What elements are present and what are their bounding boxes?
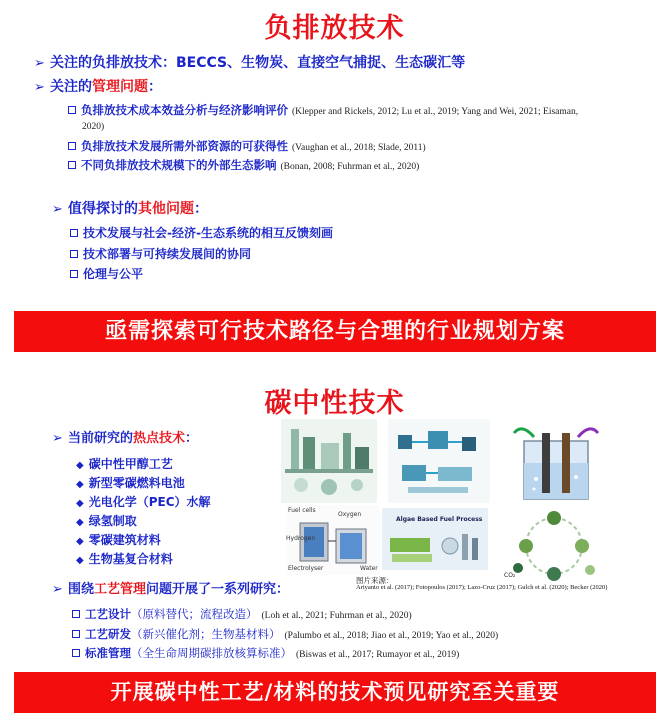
- tech-item-text: 光电化学（PEC）水解: [88, 495, 211, 509]
- checkbox-bullet-icon: [72, 630, 80, 638]
- checkbox-bullet-icon: [70, 229, 78, 237]
- mgmt-item-text: 负排放技术成本效益分析与经济影响评价: [81, 103, 288, 117]
- arrow-bullet-icon: ➢: [52, 431, 63, 446]
- fuel-cells-label: Fuel cells: [288, 507, 316, 514]
- checkbox-bullet-icon: [72, 649, 80, 657]
- checkbox-bullet-icon: [72, 610, 80, 618]
- techs-prefix: 关注的负排放技术：: [50, 55, 176, 71]
- checkbox-bullet-icon: [68, 142, 76, 150]
- checkbox-bullet-icon: [70, 250, 78, 258]
- other-issues-heading: [52, 198, 208, 218]
- tech-item-text: 新型零碳燃料电池: [88, 476, 185, 490]
- process-highlight: 工艺管理: [94, 582, 147, 597]
- water-label: Water: [360, 565, 378, 572]
- mgmt-prefix: 关注的: [50, 79, 92, 95]
- methanol-plant-illustration: [281, 419, 377, 503]
- diamond-bullet-icon: ◆: [76, 460, 84, 471]
- other-item: [70, 245, 251, 262]
- hot-suffix: ：: [185, 431, 199, 446]
- research-item: [72, 606, 412, 622]
- process-suffix: 问题开展了一系列研究：: [146, 582, 290, 597]
- biocomposite-cycle-illustration: [498, 506, 610, 586]
- citation: (Biswas et al., 2017; Rumayor et al., 2019): [296, 650, 460, 660]
- hot-highlight: 热点技术: [133, 431, 186, 446]
- citation: (Bonan, 2008; Fuhrman et al., 2020): [280, 162, 420, 172]
- mgmt-item-cont: [82, 118, 104, 132]
- process-prefix: 围绕: [68, 582, 95, 597]
- section2-banner: 开展碳中性工艺/材料的技术预见研究至关重要: [14, 672, 656, 713]
- algae-title-label: Algae Based Fuel Process: [396, 516, 483, 523]
- other-item-text: 技术发展与社会-经济-生态系统的相互反馈刻画: [83, 226, 333, 240]
- research-item-paren: （新兴催化剂；生物基材料）: [131, 627, 281, 641]
- diamond-bullet-icon: ◆: [76, 498, 84, 509]
- pec-cell-illustration: [504, 419, 608, 503]
- hot-techs-heading: [52, 427, 198, 446]
- citation: (Vaughan et al., 2018; Slade, 2011): [292, 143, 426, 153]
- section1-title: 负排放技术: [264, 13, 405, 44]
- fuel-cell-system-illustration: [388, 419, 490, 503]
- citation: (Klepper and Rickels, 2012; Lu et al., 2019; Yang and Wei, 2021; Eisaman,: [292, 107, 579, 117]
- other-item-text: 技术部署与可持续发展间的协同: [83, 247, 252, 261]
- image-source-citations: Ariyanto et al. (2017); Fotopoulos (2017); Lazo-Cruz (2017); Gulch et al. (2020); Becker (2020): [356, 584, 608, 591]
- checkbox-bullet-icon: [68, 161, 76, 169]
- arrow-bullet-icon: ➢: [52, 202, 63, 217]
- mgmt-item: [68, 102, 578, 118]
- other-prefix: 值得探讨的: [68, 201, 138, 217]
- techs-text: BECCS、生物炭、直接空气捕捉、生态碳汇等: [176, 55, 466, 71]
- tech-item: [76, 531, 161, 548]
- research-item-text: 工艺设计: [85, 607, 131, 621]
- section2-title: 碳中性技术: [264, 388, 405, 419]
- diamond-bullet-icon: ◆: [76, 555, 84, 566]
- mgmt-issues-heading: [34, 76, 162, 96]
- negative-emission-techs-line: [34, 52, 465, 72]
- other-item: [70, 265, 143, 282]
- mgmt-item-text: 不同负排放技术规模下的外部生态影响: [81, 158, 277, 172]
- section1-banner: 亟需探索可行技术路径与合理的行业规划方案: [14, 311, 656, 352]
- pec-cell-icon: [504, 419, 608, 503]
- tech-item: [76, 512, 137, 529]
- electrolyser-illustration: [286, 505, 380, 575]
- mgmt-item-text: 负排放技术发展所需外部资源的可获得性: [81, 139, 288, 153]
- diamond-bullet-icon: ◆: [76, 479, 84, 490]
- research-item-paren: （原料替代；流程改造）: [131, 607, 258, 621]
- mgmt-item: [68, 138, 426, 154]
- methanol-plant-icon: [281, 419, 377, 503]
- tech-item: [76, 455, 173, 472]
- tech-item-text: 生物基复合材料: [88, 552, 173, 566]
- arrow-bullet-icon: ➢: [52, 582, 63, 597]
- checkbox-bullet-icon: [70, 270, 78, 278]
- hydrogen-label: Hydrogen: [286, 535, 316, 542]
- citation: (Palumbo et al., 2018; Jiao et al., 2019; Yao et al., 2020): [284, 631, 499, 641]
- tech-item-text: 碳中性甲醇工艺: [88, 457, 173, 471]
- other-suffix: ：: [194, 201, 208, 217]
- tech-item: [76, 550, 173, 567]
- citation: (Loh et al., 2021; Fuhrman et al., 2020): [261, 611, 412, 621]
- tech-item: [76, 493, 211, 510]
- other-item: [70, 224, 333, 241]
- tech-item: [76, 474, 185, 491]
- research-item-paren: （全生命周期碳排放核算标准）: [131, 646, 292, 660]
- citation: 2020): [82, 122, 105, 132]
- other-item-text: 伦理与公平: [83, 267, 144, 281]
- process-mgmt-heading: [52, 578, 289, 597]
- research-item-text: 标准管理: [85, 646, 131, 660]
- diamond-bullet-icon: ◆: [76, 536, 84, 547]
- image-source-label: 图片来源：: [356, 576, 394, 585]
- tech-item-text: 绿氢制取: [88, 514, 137, 528]
- co2-label: CO₂: [504, 572, 516, 579]
- tech-item-text: 零碳建筑材料: [88, 533, 161, 547]
- research-item: [72, 645, 459, 661]
- fuel-cell-system-icon: [388, 419, 490, 503]
- research-item: [72, 626, 498, 642]
- hot-prefix: 当前研究的: [68, 431, 134, 446]
- mgmt-suffix: ：: [148, 79, 162, 95]
- arrow-bullet-icon: ➢: [34, 80, 45, 95]
- oxygen-label: Oxygen: [338, 511, 362, 518]
- algae-fuel-illustration: [382, 508, 488, 570]
- checkbox-bullet-icon: [68, 106, 76, 114]
- arrow-bullet-icon: ➢: [34, 56, 45, 71]
- mgmt-highlight: 管理问题: [92, 79, 148, 95]
- other-highlight: 其他问题: [138, 201, 194, 217]
- diamond-bullet-icon: ◆: [76, 517, 84, 528]
- research-item-text: 工艺研发: [85, 627, 131, 641]
- electrolyser-label: Electrolyser: [288, 565, 324, 572]
- mgmt-item: [68, 157, 419, 173]
